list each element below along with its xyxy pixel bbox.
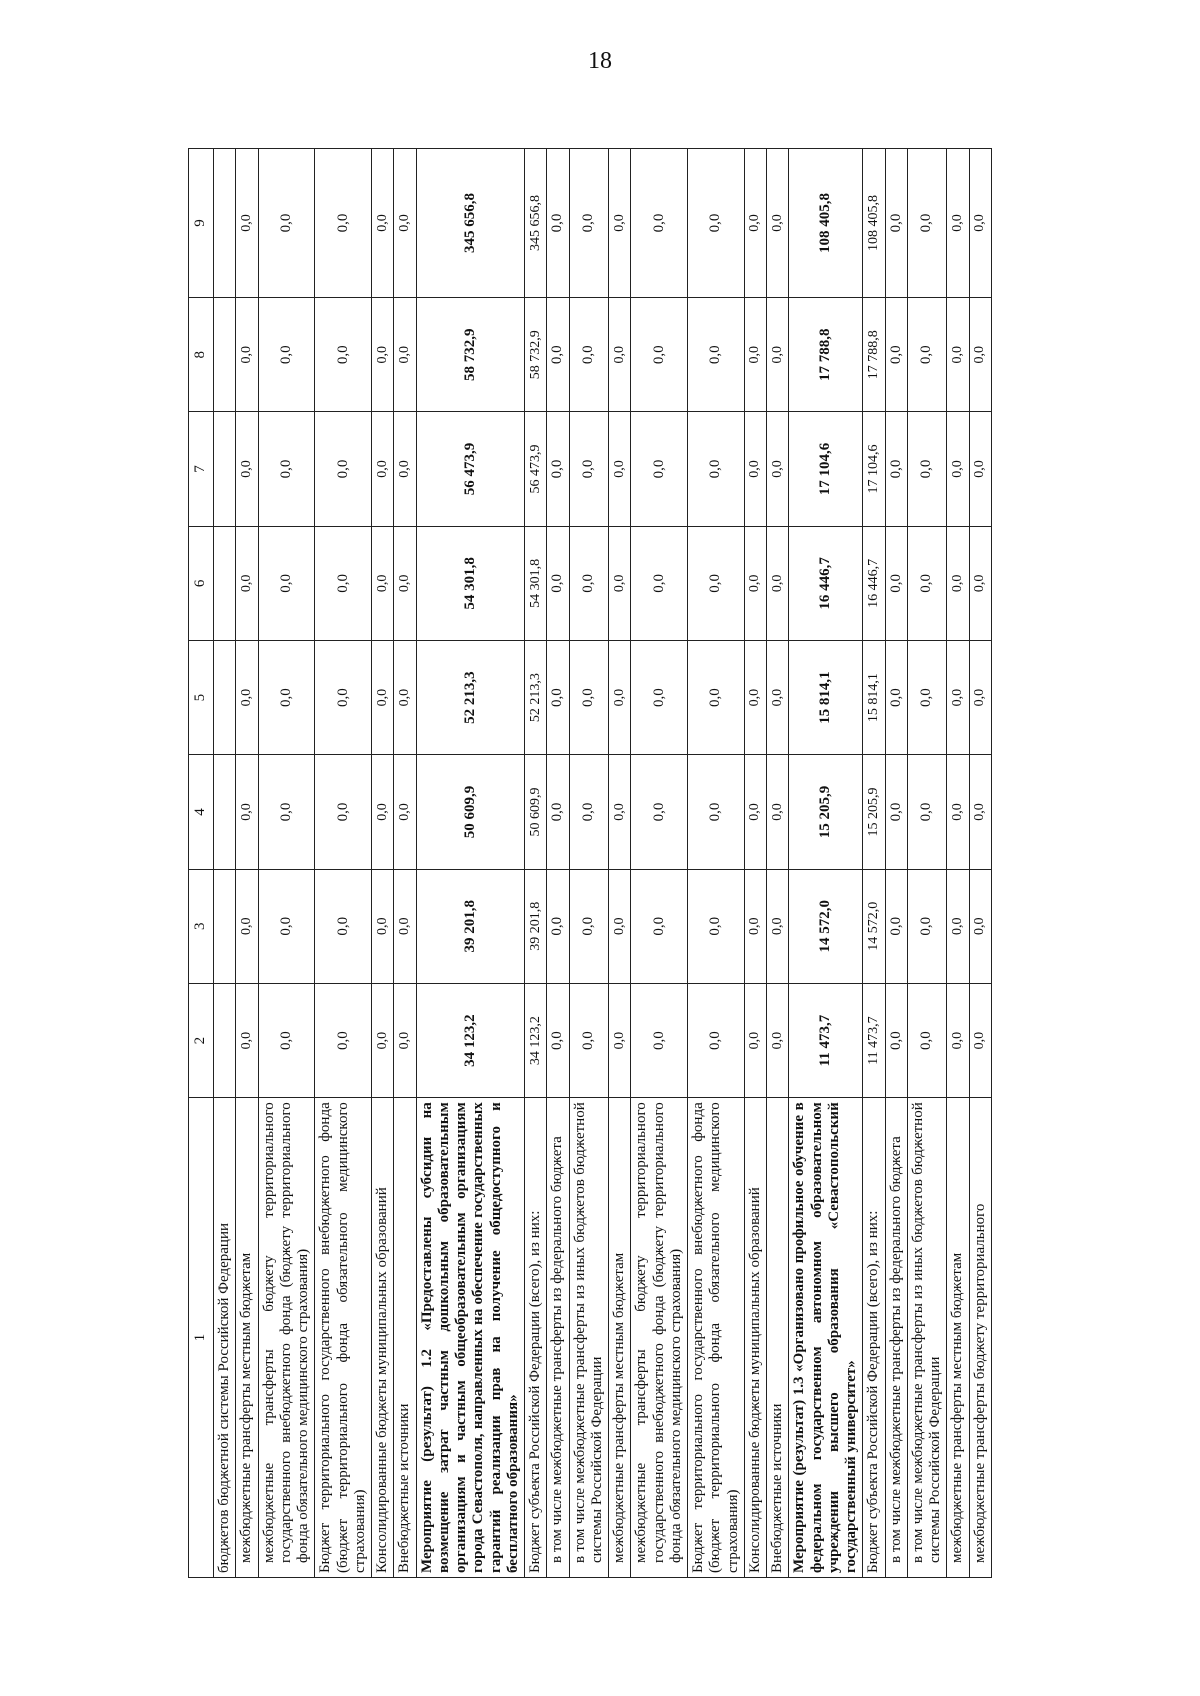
value-cell: 0,0	[547, 298, 569, 412]
value-cell: 0,0	[744, 298, 766, 412]
value-cell: 0,0	[907, 869, 947, 983]
value-cell: 0,0	[315, 641, 372, 755]
value-cell: 11 473,7	[789, 983, 863, 1097]
value-cell: 0,0	[744, 983, 766, 1097]
value-cell: 0,0	[394, 641, 416, 755]
column-number: 7	[189, 412, 214, 526]
value-cell: 0,0	[631, 412, 688, 526]
value-cell: 0,0	[631, 641, 688, 755]
value-cell: 0,0	[767, 149, 789, 298]
value-cell: 0,0	[236, 983, 258, 1097]
value-cell: 15 814,1	[863, 641, 885, 755]
value-cell: 0,0	[885, 149, 907, 298]
value-cell	[214, 641, 236, 755]
value-cell: 17 104,6	[789, 412, 863, 526]
row-label: межбюджетные трансферты бюджету территориального	[969, 1098, 991, 1578]
value-cell: 0,0	[907, 755, 947, 869]
value-cell	[214, 149, 236, 298]
value-cell: 0,0	[258, 412, 315, 526]
row-label: Мероприятие (результат) 1.3 «Организовано профильное обучение в федеральном государственном автономном образовательном учреждении высшего образования «Севастопольский государственный университет»	[789, 1098, 863, 1578]
value-cell: 0,0	[947, 412, 969, 526]
value-cell: 0,0	[372, 412, 394, 526]
value-cell: 0,0	[258, 869, 315, 983]
row-label: Бюджет территориального государственного внебюджетного фонда (бюджет территориального фонда обязательного медицинского страхования)	[315, 1098, 372, 1578]
value-cell: 15 205,9	[789, 755, 863, 869]
row-label: в том числе межбюджетные трансферты из иных бюджетов бюджетной системы Российской Федерации	[907, 1098, 947, 1578]
value-cell: 17 788,8	[863, 298, 885, 412]
value-cell	[214, 869, 236, 983]
value-cell: 0,0	[547, 755, 569, 869]
value-cell: 0,0	[258, 298, 315, 412]
value-cell: 0,0	[744, 149, 766, 298]
value-cell: 0,0	[315, 526, 372, 640]
value-cell: 0,0	[907, 641, 947, 755]
value-cell: 15 814,1	[789, 641, 863, 755]
table-row	[969, 149, 991, 1578]
table-row	[688, 149, 745, 1578]
value-cell: 0,0	[885, 755, 907, 869]
table-row	[394, 149, 416, 1578]
value-cell: 0,0	[885, 298, 907, 412]
value-cell: 0,0	[258, 526, 315, 640]
value-cell: 0,0	[969, 412, 991, 526]
value-cell: 0,0	[907, 983, 947, 1097]
value-cell: 17 788,8	[789, 298, 863, 412]
value-cell: 0,0	[372, 526, 394, 640]
column-number: 1	[189, 1098, 214, 1578]
value-cell: 15 205,9	[863, 755, 885, 869]
value-cell: 56 473,9	[525, 412, 547, 526]
value-cell: 52 213,3	[416, 641, 525, 755]
value-cell: 14 572,0	[789, 869, 863, 983]
value-cell: 0,0	[609, 298, 631, 412]
value-cell: 0,0	[315, 755, 372, 869]
value-cell	[214, 412, 236, 526]
value-cell: 0,0	[744, 641, 766, 755]
value-cell	[214, 298, 236, 412]
row-label: межбюджетные трансферты бюджету территориального государственного внебюджетного фонда (бюджету территориального фонда обязательного медицинского страхования)	[631, 1098, 688, 1578]
value-cell: 0,0	[236, 412, 258, 526]
value-cell: 39 201,8	[416, 869, 525, 983]
value-cell: 0,0	[631, 869, 688, 983]
value-cell: 108 405,8	[789, 149, 863, 298]
value-cell: 0,0	[688, 755, 745, 869]
value-cell: 0,0	[569, 869, 609, 983]
value-cell: 52 213,3	[525, 641, 547, 755]
column-number: 8	[189, 298, 214, 412]
value-cell: 0,0	[315, 149, 372, 298]
rotated-table-container	[188, 148, 1108, 1578]
value-cell: 0,0	[744, 755, 766, 869]
value-cell: 0,0	[885, 526, 907, 640]
value-cell: 0,0	[631, 983, 688, 1097]
value-cell: 0,0	[947, 755, 969, 869]
value-cell: 0,0	[394, 526, 416, 640]
value-cell: 0,0	[372, 869, 394, 983]
value-cell: 0,0	[372, 983, 394, 1097]
value-cell: 0,0	[258, 149, 315, 298]
value-cell: 0,0	[569, 298, 609, 412]
value-cell: 0,0	[688, 149, 745, 298]
row-label: Бюджет субъекта Российской Федерации (всего), из них:	[863, 1098, 885, 1578]
budget-table	[188, 148, 992, 1578]
row-label: бюджетов бюджетной системы Российской Федерации	[214, 1098, 236, 1578]
value-cell: 0,0	[947, 983, 969, 1097]
value-cell: 0,0	[767, 869, 789, 983]
value-cell: 0,0	[885, 641, 907, 755]
value-cell: 0,0	[569, 412, 609, 526]
table-row	[315, 149, 372, 1578]
value-cell: 0,0	[609, 526, 631, 640]
value-cell: 11 473,7	[863, 983, 885, 1097]
value-cell: 0,0	[394, 298, 416, 412]
row-label: Консолидированные бюджеты муниципальных образований	[372, 1098, 394, 1578]
value-cell: 0,0	[394, 755, 416, 869]
value-cell: 0,0	[744, 412, 766, 526]
value-cell: 0,0	[885, 983, 907, 1097]
value-cell: 0,0	[688, 412, 745, 526]
value-cell: 0,0	[969, 869, 991, 983]
value-cell: 0,0	[688, 526, 745, 640]
value-cell: 0,0	[236, 869, 258, 983]
value-cell: 17 104,6	[863, 412, 885, 526]
value-cell: 0,0	[315, 412, 372, 526]
table-row	[214, 149, 236, 1578]
value-cell	[214, 526, 236, 640]
row-label: в том числе межбюджетные трансферты из иных бюджетов бюджетной системы Российской Федерации	[569, 1098, 609, 1578]
value-cell: 0,0	[947, 298, 969, 412]
row-label: Консолидированные бюджеты муниципальных образований	[744, 1098, 766, 1578]
value-cell: 0,0	[236, 526, 258, 640]
table-row	[885, 149, 907, 1578]
row-label: Бюджет субъекта Российской Федерации (всего), из них:	[525, 1098, 547, 1578]
column-number: 6	[189, 526, 214, 640]
value-cell: 0,0	[372, 298, 394, 412]
value-cell: 0,0	[258, 641, 315, 755]
value-cell: 58 732,9	[416, 298, 525, 412]
value-cell: 0,0	[547, 526, 569, 640]
value-cell: 0,0	[767, 755, 789, 869]
value-cell: 0,0	[969, 641, 991, 755]
value-cell: 0,0	[236, 755, 258, 869]
value-cell: 108 405,8	[863, 149, 885, 298]
row-label: Внебюджетные источники	[394, 1098, 416, 1578]
value-cell: 0,0	[547, 412, 569, 526]
row-label: межбюджетные трансферты местным бюджетам	[947, 1098, 969, 1578]
value-cell: 50 609,9	[525, 755, 547, 869]
value-cell: 0,0	[767, 641, 789, 755]
value-cell: 0,0	[394, 412, 416, 526]
row-label: межбюджетные трансферты местным бюджетам	[609, 1098, 631, 1578]
value-cell: 0,0	[969, 983, 991, 1097]
value-cell: 0,0	[372, 149, 394, 298]
value-cell: 14 572,0	[863, 869, 885, 983]
table-body	[214, 149, 992, 1578]
value-cell: 0,0	[907, 412, 947, 526]
value-cell: 56 473,9	[416, 412, 525, 526]
value-cell: 0,0	[569, 983, 609, 1097]
value-cell: 0,0	[969, 755, 991, 869]
column-number: 3	[189, 869, 214, 983]
row-label: межбюджетные трансферты бюджету территориального государственного внебюджетного фонда (бюджету территориального фонда обязательного медицинского страхования)	[258, 1098, 315, 1578]
value-cell: 0,0	[609, 983, 631, 1097]
page-number: 18	[588, 48, 612, 74]
column-number: 9	[189, 149, 214, 298]
value-cell: 0,0	[609, 869, 631, 983]
value-cell: 0,0	[947, 526, 969, 640]
value-cell: 0,0	[315, 298, 372, 412]
value-cell: 0,0	[547, 869, 569, 983]
value-cell: 0,0	[258, 983, 315, 1097]
value-cell: 39 201,8	[525, 869, 547, 983]
value-cell: 0,0	[969, 298, 991, 412]
value-cell: 0,0	[767, 412, 789, 526]
value-cell: 0,0	[969, 149, 991, 298]
value-cell: 0,0	[236, 149, 258, 298]
value-cell: 0,0	[631, 526, 688, 640]
value-cell: 0,0	[907, 526, 947, 640]
row-label: в том числе межбюджетные трансферты из федерального бюджета	[885, 1098, 907, 1578]
column-number: 4	[189, 755, 214, 869]
table-row	[863, 149, 885, 1578]
row-label: Внебюджетные источники	[767, 1098, 789, 1578]
table-row	[744, 149, 766, 1578]
table-row	[416, 149, 525, 1578]
value-cell: 0,0	[744, 526, 766, 640]
value-cell: 0,0	[315, 869, 372, 983]
value-cell: 34 123,2	[525, 983, 547, 1097]
table-row	[236, 149, 258, 1578]
value-cell: 0,0	[907, 298, 947, 412]
value-cell: 0,0	[688, 983, 745, 1097]
table-row	[569, 149, 609, 1578]
value-cell: 54 301,8	[525, 526, 547, 640]
table-row	[609, 149, 631, 1578]
value-cell: 0,0	[547, 149, 569, 298]
value-cell: 0,0	[947, 641, 969, 755]
value-cell: 0,0	[569, 755, 609, 869]
value-cell: 0,0	[569, 149, 609, 298]
column-number: 5	[189, 641, 214, 755]
table-row	[947, 149, 969, 1578]
row-label: Мероприятие (результат) 1.2 «Предоставлены субсидии на возмещение затрат частным дошкольным образовательным организациям и частным общеобразовательным организациям города Севастополя, направленных на обеспечение государственных гарантий реализации прав на получение общедоступного и бесплатного образования»	[416, 1098, 525, 1578]
value-cell: 0,0	[258, 755, 315, 869]
table-row	[525, 149, 547, 1578]
value-cell: 54 301,8	[416, 526, 525, 640]
value-cell: 0,0	[767, 526, 789, 640]
table-row	[767, 149, 789, 1578]
value-cell: 0,0	[394, 983, 416, 1097]
value-cell: 0,0	[688, 869, 745, 983]
value-cell: 0,0	[767, 298, 789, 412]
value-cell: 0,0	[744, 869, 766, 983]
value-cell: 58 732,9	[525, 298, 547, 412]
value-cell: 0,0	[688, 641, 745, 755]
value-cell: 0,0	[947, 149, 969, 298]
value-cell: 34 123,2	[416, 983, 525, 1097]
value-cell: 0,0	[372, 641, 394, 755]
value-cell: 0,0	[372, 755, 394, 869]
table-row	[547, 149, 569, 1578]
value-cell: 50 609,9	[416, 755, 525, 869]
value-cell: 0,0	[631, 298, 688, 412]
row-label: в том числе межбюджетные трансферты из федерального бюджета	[547, 1098, 569, 1578]
value-cell	[214, 755, 236, 869]
value-cell: 16 446,7	[789, 526, 863, 640]
row-label: межбюджетные трансферты местным бюджетам	[236, 1098, 258, 1578]
value-cell: 345 656,8	[416, 149, 525, 298]
table-row	[789, 149, 863, 1578]
value-cell: 0,0	[394, 869, 416, 983]
value-cell: 0,0	[907, 149, 947, 298]
value-cell: 0,0	[947, 869, 969, 983]
value-cell: 0,0	[569, 641, 609, 755]
value-cell: 0,0	[609, 755, 631, 869]
value-cell: 0,0	[547, 641, 569, 755]
value-cell: 345 656,8	[525, 149, 547, 298]
table-row	[372, 149, 394, 1578]
table-row	[907, 149, 947, 1578]
value-cell: 0,0	[609, 149, 631, 298]
value-cell: 16 446,7	[863, 526, 885, 640]
value-cell: 0,0	[609, 641, 631, 755]
row-label: Бюджет территориального государственного внебюджетного фонда (бюджет территориального фонда обязательного медицинского страхования)	[688, 1098, 745, 1578]
value-cell	[214, 983, 236, 1097]
value-cell: 0,0	[394, 149, 416, 298]
column-number: 2	[189, 983, 214, 1097]
value-cell: 0,0	[688, 298, 745, 412]
value-cell: 0,0	[236, 641, 258, 755]
value-cell: 0,0	[236, 298, 258, 412]
column-number-row	[189, 149, 214, 1578]
value-cell: 0,0	[885, 869, 907, 983]
value-cell: 0,0	[885, 412, 907, 526]
value-cell: 0,0	[569, 526, 609, 640]
value-cell: 0,0	[969, 526, 991, 640]
value-cell: 0,0	[315, 983, 372, 1097]
table-row	[258, 149, 315, 1578]
value-cell: 0,0	[631, 149, 688, 298]
value-cell: 0,0	[547, 983, 569, 1097]
value-cell: 0,0	[609, 412, 631, 526]
table-row	[631, 149, 688, 1578]
value-cell: 0,0	[631, 755, 688, 869]
value-cell: 0,0	[767, 983, 789, 1097]
